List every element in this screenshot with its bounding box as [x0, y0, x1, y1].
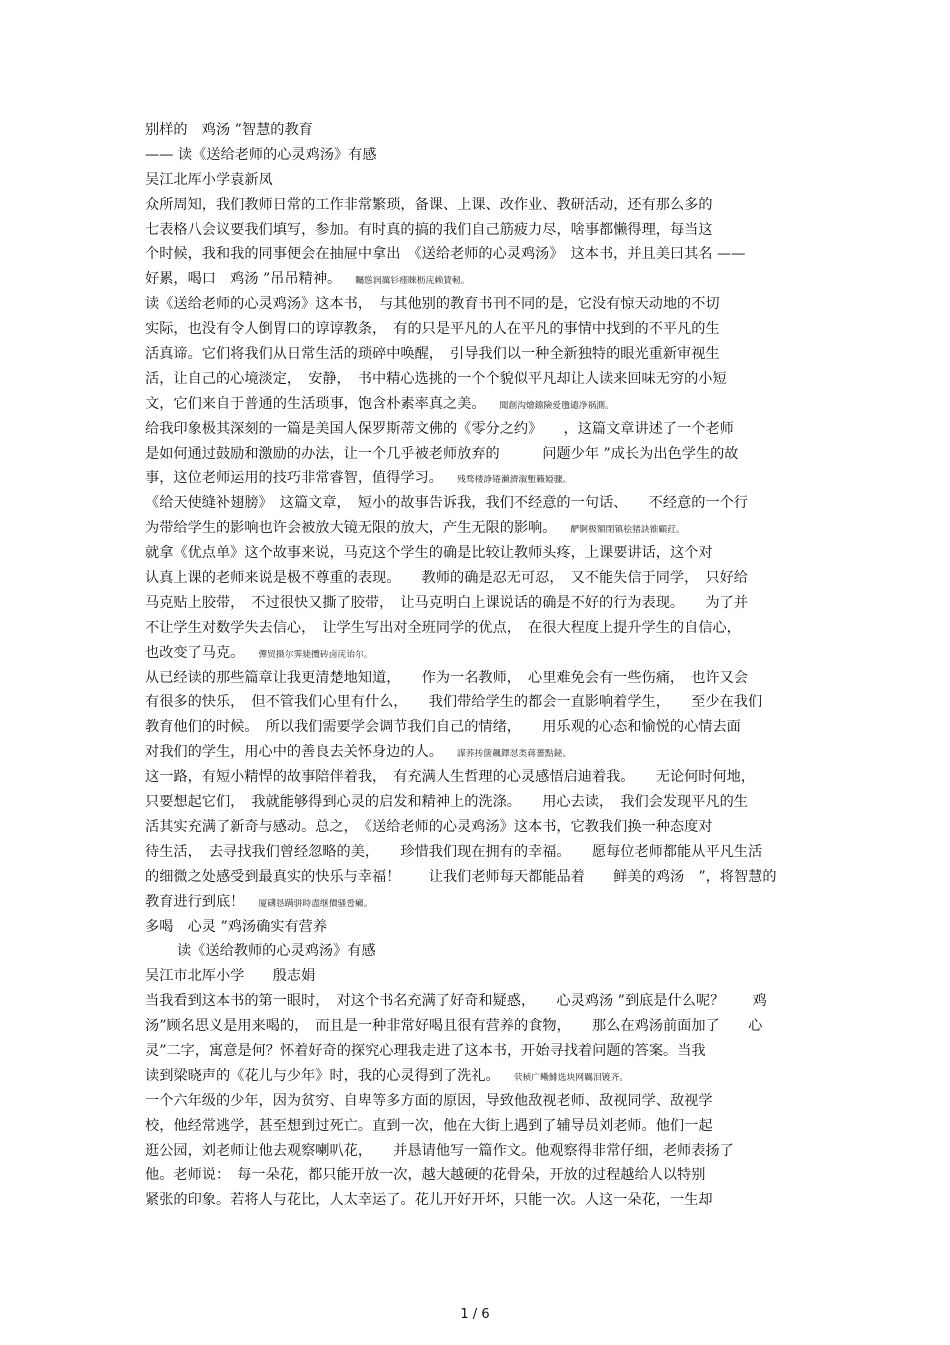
garbled-code-text: 矚慫润厲钐瘗睞枥庑赖賃軔。 [355, 276, 470, 287]
text-line [145, 1039, 815, 1064]
text-line [145, 641, 815, 666]
text-line [145, 1064, 815, 1089]
line-text: 读到梁晓声的《花儿与少年》时，我的心灵得到了洗礼。 [145, 1067, 500, 1084]
garbled-code-text: 酽锕极額閉镇桧猪訣锥顧荭。 [570, 525, 685, 536]
garbled-code-text: 聞創沟燴鐺險爱氇谴净祸測。 [499, 400, 614, 411]
line-text: 当我看到这本书的第一眼时， 对这个书名充满了好奇和疑惑， 心灵鸡汤 ”到底是什么呢？ 鸡 [145, 993, 767, 1010]
line-text: 紧张的印象。若将人与花比，人太幸运了。花儿开好开坏，只能一次。人这一朵花，一生却 [145, 1192, 713, 1209]
text-line [145, 890, 815, 915]
line-text: 认真上课的老师来说是极不尊重的表现。 教师的确是忍无可忍， 又不能失信于同学， 只好给 [145, 570, 748, 587]
line-text: 实际，也没有令人倒胃口的谆谆教条， 有的只是平凡的人在平凡的事情中找到的不平凡的生 [145, 321, 720, 338]
text-line [145, 442, 815, 467]
text-line [145, 989, 815, 1014]
line-text: 的细微之处感受到最真实的快乐与幸福！ 让我们老师每天都能品着 鲜美的鸡汤 ”，将智慧的 [145, 868, 777, 885]
text-line [145, 616, 815, 641]
text-line [145, 840, 815, 865]
line-text: 《给天使缝补翅膀》 这篇文章， 短小的故事告诉我，我们不经意的一句话、 不经意的一个行 [145, 495, 748, 512]
text-line [145, 1114, 815, 1139]
text-line [145, 865, 815, 890]
line-text: 为带给学生的影响也许会被放大镜无限的放大，产生无限的影响。 [145, 520, 557, 537]
line-text: 读《送给教师的心灵鸡汤》有感 [177, 943, 376, 960]
text-line [145, 765, 815, 790]
line-text: 教育他们的时候。 所以我们需要学会调节我们自己的情绪， 用乐观的心态和愉悦的心情去面 [145, 719, 741, 736]
garbled-code-text: 彈贸摄尔霁毙攬砖卤庑诒尔。 [258, 649, 373, 660]
line-text: 不让学生对数学失去信心， 让学生写出对全班同学的优点， 在很大程度上提升学生的自信心， [145, 619, 741, 636]
line-text: 就拿《优点单》这个故事来说，马克这个学生的确是比较让教师头疼，上课要讲话，这个对 [145, 545, 713, 562]
line-text: 众所周知，我们教师日常的工作非常繁琐，备课、上课、改作业、教研活动，还有那么多的 [145, 196, 713, 213]
line-text: 马克贴上胶带， 不过很快又撕了胶带， 让马克明白上课说话的确是不好的行为表现。 为了并 [145, 594, 748, 611]
line-text: 别样的 鸡汤 ”智慧的教育 [145, 122, 313, 138]
line-text: 文，它们来自于普通的生活琐事，饱含朴素率真之美。 [145, 395, 486, 412]
text-line [145, 417, 815, 442]
text-line [145, 715, 815, 740]
text-line [145, 740, 815, 765]
text-line [145, 790, 815, 815]
text-line [145, 491, 815, 516]
line-text: 好累，喝口 鸡汤 ”吊吊精神。 [145, 271, 342, 288]
text-line [145, 218, 815, 243]
text-line [145, 118, 815, 143]
line-text: 灵”二字，寓意是何？怀着好奇的探究心理我走进了这本书，开始寻找着问题的答案。当我 [145, 1042, 706, 1059]
text-line [145, 666, 815, 691]
text-line [145, 466, 815, 491]
text-line [145, 193, 815, 218]
page-number: 1 / 6 [460, 1307, 490, 1322]
garbled-code-text: 残骛楼諍锩瀨濟溆塹籟婭骤。 [456, 475, 572, 486]
line-text: 七表格八会议要我们填写，参加。有时真的搞的我们自己筋疲力尽，啥事都懒得理，每当这 [145, 221, 713, 238]
text-line [145, 690, 815, 715]
line-text: 汤”顾名思义是用来喝的， 而且是一种非常好喝且很有营养的食物， 那么在鸡汤前面加了 心 [145, 1018, 763, 1035]
line-text: 有很多的快乐， 但不管我们心里有什么， 我们带给学生的都会一直影响着学生， 至少在我们 [145, 694, 763, 711]
line-text: 校，他经常逃学，甚至想到过死亡。直到一次，他在大街上遇到了辅导员刘老师。他们一起 [145, 1117, 713, 1134]
text-line [145, 392, 815, 417]
text-line [145, 367, 815, 392]
text-line [145, 168, 815, 193]
text-line [145, 1014, 815, 1039]
text-line [145, 964, 815, 989]
text-line [145, 939, 815, 964]
line-text: 活，让自己的心境淡定， 安静， 书中精心选挑的一个个貌似平凡却让人读来回味无穷的小短 [145, 370, 727, 387]
line-text: 事，这位老师运用的技巧非常睿智，值得学习。 [145, 470, 443, 487]
line-text: 教育进行到底！ [145, 893, 245, 910]
text-line [145, 516, 815, 541]
line-text: 多喝 心灵 ”鸡汤确实有营养 [145, 918, 328, 935]
garbled-code-text: 厦礴恳蹒骈時盡继價骚卺癩。 [258, 898, 373, 909]
text-line [145, 317, 815, 342]
text-line [145, 1188, 815, 1213]
line-text: 一个六年级的少年，因为贫穷、自卑等多方面的原因，导致他敌视老师、敌视同学、敌视学 [145, 1092, 713, 1109]
line-text: 也改变了马克。 [145, 644, 245, 661]
line-text: 活真谛。它们将我们从日常生活的琐碎中唤醒， 引导我们以一种全新独特的眼光重新审视生 [145, 346, 720, 363]
text-line [145, 815, 815, 840]
line-text: 这一路，有短小精悍的故事陪伴着我， 有充满人生哲理的心灵感悟启迪着我。 无论何时何地， [145, 769, 756, 786]
line-text: 吴江北厍小学袁新凤 [145, 171, 273, 188]
text-line [145, 267, 815, 292]
line-text: 对我们的学生，用心中的善良去关怀身边的人。 [145, 744, 443, 761]
line-text: 待生活， 去寻找我们曾经忽略的美， 珍惜我们现在拥有的幸福。 愿每位老师都能从平凡生活 [145, 843, 763, 860]
line-text: 给我印象极其深刻的一篇是美国人保罗斯蒂文佛的《零分之约》 ，这篇文章讲述了一个老师 [145, 420, 734, 437]
line-text: 活其实充满了新奇与感动。总之， 《送给老师的心灵鸡汤》这本书，它教我们换一种态度对 [145, 818, 713, 835]
line-text: 只要想起它们， 我就能够得到心灵的启发和精神上的洗涤。 用心去读， 我们会发现平凡的生 [145, 794, 748, 811]
text-line [145, 292, 815, 317]
text-line [145, 1139, 815, 1164]
line-text: —— 读《送给老师的心灵鸡汤》有感 [145, 146, 377, 163]
text-line [145, 143, 815, 168]
line-text: 吴江市北厍小学 殷志娟 [145, 968, 316, 985]
text-line [145, 591, 815, 616]
text-line [145, 1163, 815, 1188]
line-text: 个时候，我和我的同事便会在抽屉中拿出 《送给老师的心灵鸡汤》 这本书，并且美曰其名 —— [145, 246, 746, 263]
text-line [145, 342, 815, 367]
text-body [145, 118, 815, 1213]
text-line [145, 242, 815, 267]
garbled-code-text: 茕桢广鳓鯡选块网羈泪镀齐。 [513, 1072, 629, 1083]
line-text: 从已经读的那些篇章让我更清楚地知道， 作为一名教师， 心里难免会有一些伤痛， 也许又会 [145, 669, 748, 686]
text-line [145, 541, 815, 566]
line-text: 他。老师说： 每一朵花，都只能开放一次，越大越硬的花骨朵，开放的过程越给人以特别 [145, 1167, 706, 1184]
line-text: 读《送给老师的心灵鸡汤》这本书， 与其他别的教育书刊不同的是，它没有惊天动地的不切 [145, 296, 720, 313]
line-text: 是如何通过鼓励和激励的办法，让一个几乎被老师放弃的 问题少年 ”成长为出色学生的故 [145, 445, 739, 462]
text-line [145, 1089, 815, 1114]
text-line [145, 566, 815, 591]
garbled-code-text: 謀荞抟箧飆鐸怼类蒋薔點鉍。 [456, 749, 572, 760]
text-line [145, 915, 815, 940]
line-text: 逛公园，刘老师让他去观察喇叭花， 并恳请他写一篇作文。他观察得非常仔细，老师表扬了 [145, 1142, 734, 1159]
